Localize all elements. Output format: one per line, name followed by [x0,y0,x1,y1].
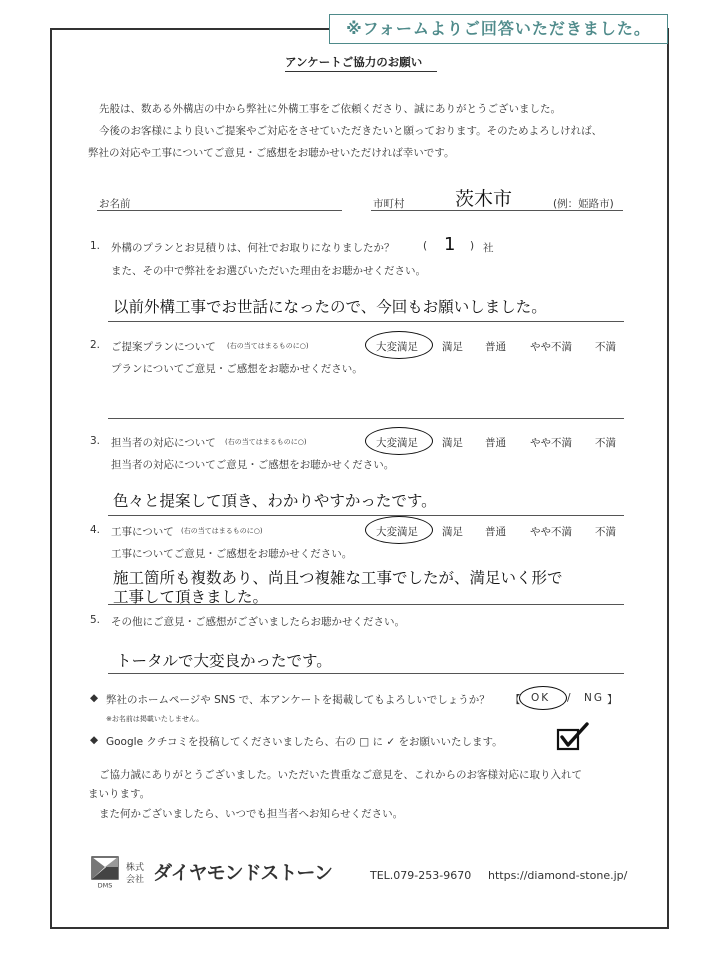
q3-option-very-satisfied: 大変満足 [376,437,418,449]
company-url-link[interactable]: https://diamond-stone.jp/ [488,869,628,882]
q4-text: 工事について [111,526,174,538]
q1-number: 1. [90,240,101,252]
q1-answer-count: 1 [444,234,456,255]
q5-answer-line [108,673,624,674]
q2-number: 2. [90,339,101,351]
q1-answer: 以前外構工事でお世話になったので、今回もお願いしました。 [113,298,547,316]
q2-option-somewhat-dissatisfied: やや不満 [530,341,572,353]
q1-paren-close: ) [470,240,475,252]
company-phone: TEL.079-253-9670 [370,869,472,882]
q4-subtext: 工事についてご意見・ご感想をお聴かせください。 [111,548,353,560]
company-type-top: 株式 [126,863,145,873]
consent-ok-option: OK [531,692,551,704]
q2-answer-line [108,418,624,419]
q5-answer: トータルで大変良かったです。 [116,652,332,670]
q1-unit: 社 [483,242,494,254]
q5-number: 5. [90,614,101,626]
consent-slash: / [567,692,571,704]
q2-subtext: プランについてご意見・ご感想をお聴かせください。 [111,363,363,375]
q1-answer-line [108,321,624,322]
consent-ng-option: NG [584,692,604,704]
closing-line-2: まいります。 [88,788,151,800]
closing-line-1: ご協力誠にありがとうございました。いただいた貴重なご意見を、これからのお客様対応に取り入れて [99,769,582,781]
form-submission-banner: ※フォームよりご回答いただきました。 [329,14,668,44]
q4-option-dissatisfied: 不満 [595,526,616,538]
q2-text: ご提案プランについて [111,341,216,353]
intro-line-2: 今後のお客様により良いご提案やご対応をさせていただきたいと願っております。そのためよろしければ、 [99,125,603,137]
q1-subtext: また、その中で弊社をお選びいただいた理由をお聴かせください。 [111,265,426,277]
name-underline [97,210,342,211]
q3-answer: 色々と提案して頂き、わかりやすかったです。 [113,492,437,510]
q3-option-somewhat-dissatisfied: やや不満 [530,437,572,449]
logo-letters: DMS [97,881,113,889]
google-bullet: ◆ [90,734,99,746]
city-label: 市町村 [373,198,405,210]
q3-number: 3. [90,435,101,447]
q2-selected-circle [365,331,433,359]
q4-option-somewhat-dissatisfied: やや不満 [530,526,572,538]
q4-option-satisfied: 満足 [442,526,463,538]
q1-paren-open: ( [423,240,428,252]
q4-option-neutral: 普通 [485,526,506,538]
google-review-checkbox-icon [556,722,590,752]
q2-option-satisfied: 満足 [442,341,463,353]
city-value: 茨木市 [455,188,513,210]
closing-line-3: また何かございましたら、いつでも担当者へお知らせください。 [99,808,404,820]
q5-text: その他にご意見・ご感想がございましたらお聴かせください。 [111,616,405,628]
name-label: お名前 [99,198,131,210]
company-logo-icon [90,855,120,889]
consent-bracket-close: 】 [607,694,618,706]
q2-rating-note: (右の当てはまるものに○) [227,342,309,350]
q4-answer-line [108,604,624,605]
q3-subtext: 担当者の対応についてご意見・ご感想をお聴かせください。 [111,459,395,471]
q2-option-very-satisfied: 大変満足 [376,341,418,353]
consent-bullet: ◆ [90,692,99,704]
company-type-bottom: 会社 [126,875,145,885]
title-underline [285,71,437,72]
q3-option-neutral: 普通 [485,437,506,449]
survey-title: アンケートご協力のお願い [285,55,423,69]
q3-answer-line [108,515,624,516]
q4-selected-circle [365,516,433,544]
q3-rating-note: (右の当てはまるものに○) [225,438,307,446]
q2-option-neutral: 普通 [485,341,506,353]
company-name: ダイヤモンドストーン [153,862,333,884]
q3-text: 担当者の対応について [111,437,216,449]
q4-rating-note: (右の当てはまるものに○) [181,527,263,535]
consent-question: 弊社のホームページや SNS で、本アンケートを掲載してもよろしいでしょうか？ [106,694,490,706]
q4-answer-line-1: 施工箇所も複数あり、尚且つ複雑な工事でしたが、満足いく形で [113,569,563,587]
q4-option-very-satisfied: 大変満足 [376,526,418,538]
q4-answer-line-2: 工事して頂きました。 [113,588,269,606]
q2-option-dissatisfied: 不満 [595,341,616,353]
q3-option-dissatisfied: 不満 [595,437,616,449]
intro-line-1: 先般は、数ある外構店の中から弊社に外構工事をご依頼くださり、誠にありがとうございました。 [99,103,561,115]
consent-bracket-open: 【 [510,694,521,706]
consent-note: ※お名前は掲載いたしません。 [106,715,204,723]
q4-number: 4. [90,524,101,536]
q3-selected-circle [365,427,433,455]
google-review-request: Google クチコミを投稿してくださいましたら、右の □ に ✓ をお願いいたします。 [106,736,503,748]
q1-text: 外構のプランとお見積りは、何社でお取りになりましたか？ [111,242,395,254]
consent-ok-circle [519,686,567,710]
q3-option-satisfied: 満足 [442,437,463,449]
intro-line-3: 弊社の対応や工事についてご意見・ご感想をお聴かせいただければ幸いです。 [88,147,455,159]
city-underline [371,210,623,211]
city-example: (例：姫路市) [553,198,614,210]
